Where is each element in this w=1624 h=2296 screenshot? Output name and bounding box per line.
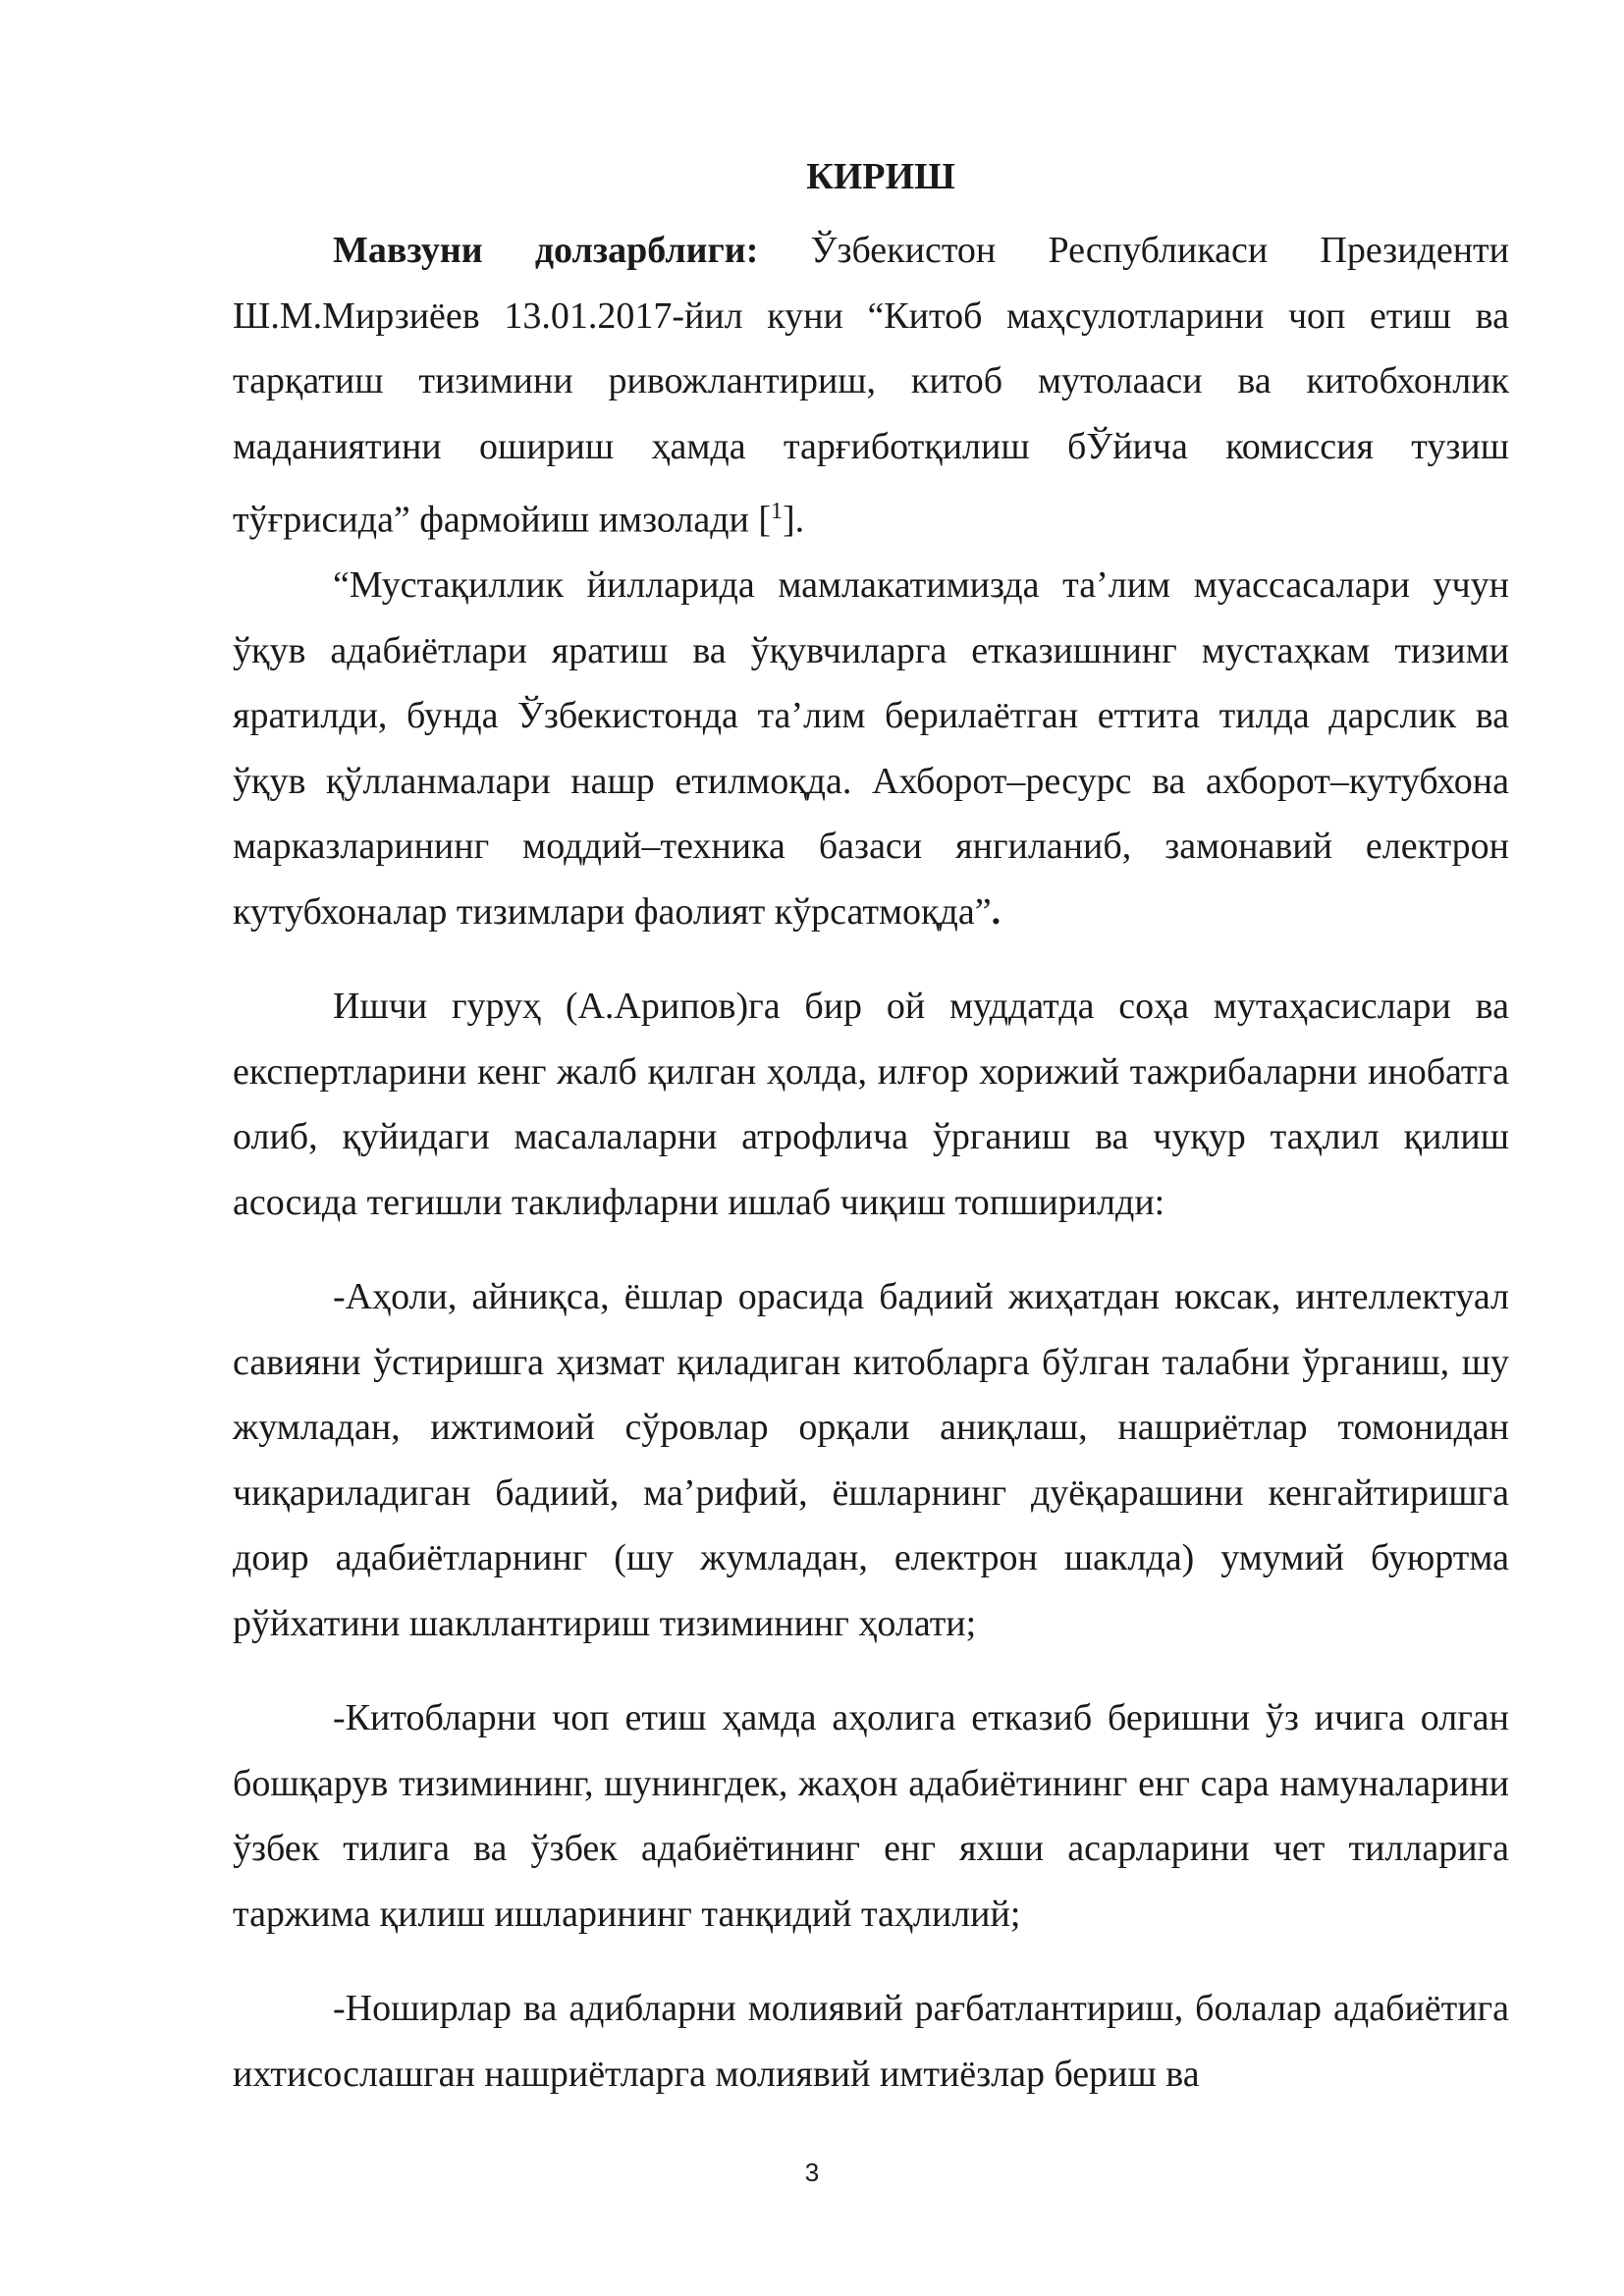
- paragraph-working-group: Ишчи гуруҳ (А.Арипов)га бир ой муддатда соҳа мутаҳасислари ва експертларини кенг жалб қилган ҳолда, илғор хорижий тажрибаларни инобатга олиб, қуйидаги масалаларни атрофлича ўрганиш ва чуқур таҳлил қилиш асосида тегишли таклифларни ишлаб чиқиш топширилди:: [233, 986, 1509, 1223]
- paragraph-list-item-1: -Аҳоли, айниқса, ёшлар орасида бадиий жиҳатдан юксак, интеллектуал савияни ўстиришга ҳизмат қиладиган китобларга бўлган талабни ўрганиш, шу жумладан, ижтимоий сўровлар орқали аниқлаш, нашриётлар томонидан чиқариладиган бадиий, ма’рифий, ёшларнинг дуёқарашини кенгайтиришга доир адабиётларнинг (шу жумладан, електрон шаклда) умумий буюртма рўйхатини шакллантириш тизимининг ҳолати;: [233, 1276, 1509, 1644]
- document-page: [233, 147, 1509, 2107]
- paragraph-list-item-2: -Китобларни чоп етиш ҳамда аҳолига етказиб беришни ўз ичига олган бошқарув тизимининг, шунингдек, жаҳон адабиётининг енг сара намуналарини ўзбек тилига ва ўзбек адабиётининг енг яхши асарларини чет тилларига таржима қилиш ишларининг танқидий таҳлилий;: [233, 1697, 1509, 1935]
- paragraph-text: “Мустақиллик йилларида мамлакатимизда та’лим муассасалари учун ўқув адабиётлари яратиш ва ўқувчиларга етказишнинг мустаҳкам тизими яратилди, бунда Ўзбекистонда та’лим берилаётган еттита тилда дарслик ва ўқув қўлланмалари нашр етилмоқда. Ахборот–ресурс ва ахборот–кутубхона марказларининг моддий–техника базаси янгиланиб, замонавий електрон кутубхоналар тизимлари фаолият кўрсатмоқда”: [233, 564, 1509, 933]
- paragraph-quote: [233, 553, 1509, 944]
- paragraph-tail: ].: [783, 499, 805, 541]
- page-title: КИРИШ: [806, 156, 955, 197]
- paragraph-topic-relevance: [233, 218, 1509, 553]
- paragraph-lead: Мавзуни долзарблиги:: [333, 230, 759, 271]
- page-number: 3: [804, 2158, 820, 2187]
- paragraph-text: Ўзбекистон Республикаси Президенти Ш.М.Мирзиёев 13.01.2017-йил куни “Китоб маҳсулотларини чоп етиш ва тарқатиш тизимини ривожлантириш, китоб мутолааси ва китобхонлик маданиятини ошириш ҳамда тарғиботқилиш бЎйича комиссия тузиш тўғрисида” фармойиш имзолади [: [233, 230, 1510, 541]
- paragraph-list-item-3: -Ноширлар ва адибларни молиявий рағбатлантириш, болалар адабиётига ихтисослашган нашриётларга молиявий имтиёзлар бериш ва: [233, 1988, 1509, 2095]
- paragraph-tail: .: [991, 890, 1001, 933]
- footnote-reference: 1: [771, 499, 784, 524]
